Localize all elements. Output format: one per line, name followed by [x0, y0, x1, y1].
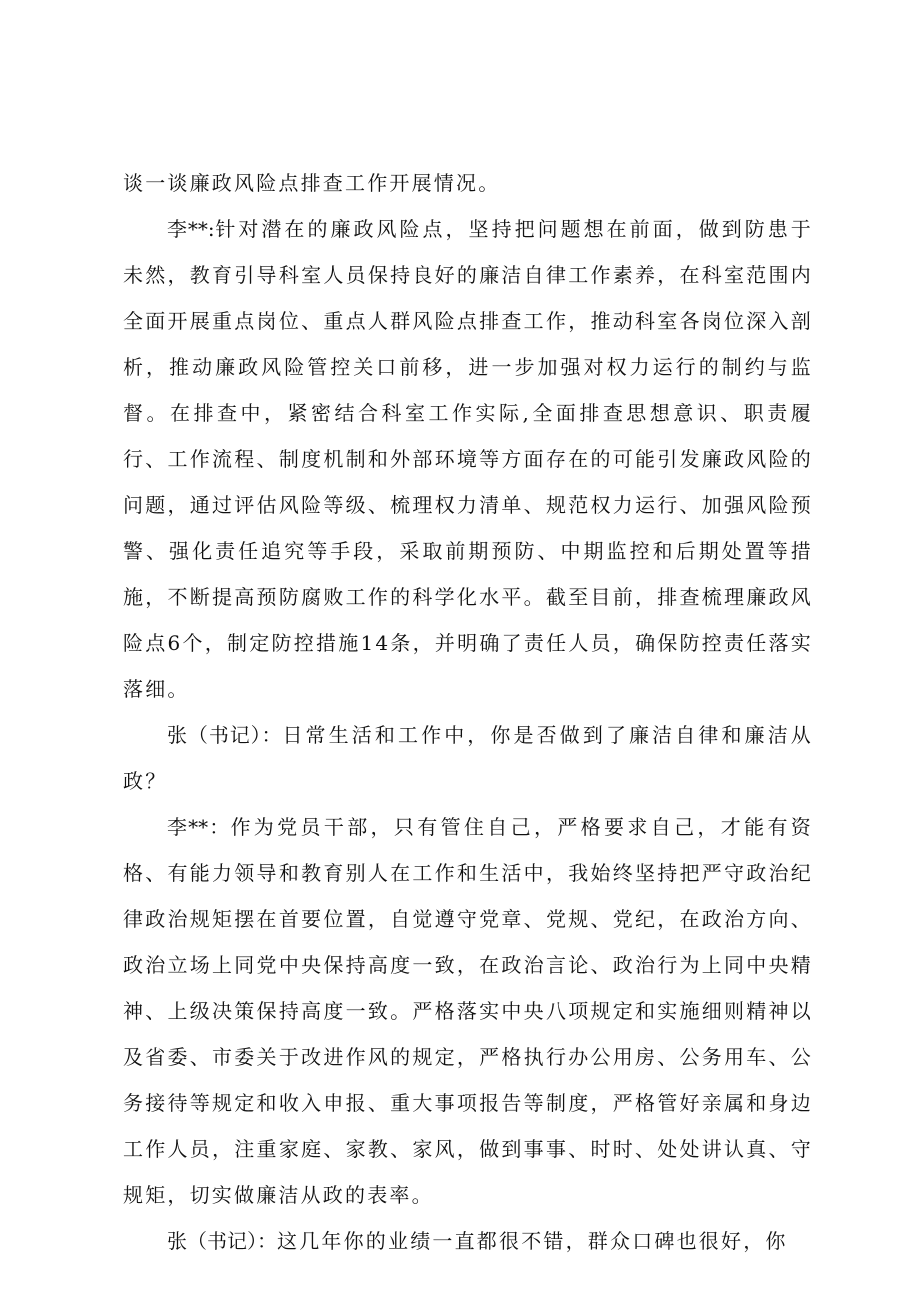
speaker-label: 李**:	[167, 217, 215, 241]
paragraph-zhang-question-1	[123, 712, 813, 804]
paragraph-li-answer-1	[123, 206, 813, 712]
document-body	[123, 160, 813, 1264]
speaker-label: 李**：	[167, 815, 231, 839]
paragraph-zhang-question-2	[123, 1218, 813, 1264]
paragraph-text: 针对潜在的廉政风险点，坚持把问题想在前面，做到防患于未然，教育引导科室人员保持良好的廉洁自律工作素养，在科室范围内全面开展重点岗位、重点人群风险点排查工作，推动科室各岗位深入剖析，推动廉政风险管控关口前移，进一步加强对权力运行的制约与监督。在排查中，紧密结合科室工作实际,全面排查思想意识、职责履行、工作流程、制度机制和外部环境等方面存在的可能引发廉政风险的问题，通过评估风险等级、梳理权力清单、规范权力运行、加强风险预警、强化责任追究等手段，采取前期预防、中期监控和后期处置等措施，不断提高预防腐败工作的科学化水平。截至目前，排查梳理廉政风险点6个，制定防控措施14条，并明确了责任人员，确保防控责任落实落细。	[123, 217, 813, 701]
paragraph-li-answer-2	[123, 804, 813, 1218]
speaker-label: 张（书记）：	[167, 723, 283, 747]
paragraph-text: 日常生活和工作中，你是否做到了廉洁自律和廉洁从政？	[123, 723, 814, 793]
paragraph-text: 这几年你的业绩一直都很不错，群众口碑也很好，你	[277, 1229, 788, 1253]
paragraph-text: 作为党员干部，只有管住自己，严格要求自己，才能有资格、有能力领导和教育别人在工作和生活中，我始终坚持把严守政治纪律政治规矩摆在首要位置，自觉遵守党章、党规、党纪，在政治方向、政治立场上同党中央保持高度一致，在政治言论、政治行为上同中央精神、上级决策保持高度一致。严格落实中央八项规定和实施细则精神以及省委、市委关于改进作风的规定，严格执行办公用房、公务用车、公务接待等规定和收入申报、重大事项报告等制度，严格管好亲属和身边工作人员，注重家庭、家教、家风，做到事事、时时、处处讲认真、守规矩，切实做廉洁从政的表率。	[123, 815, 814, 1207]
paragraph-text: 谈一谈廉政风险点排查工作开展情况。	[123, 171, 501, 195]
speaker-label: 张（书记）：	[167, 1229, 277, 1253]
paragraph-intro	[123, 160, 813, 206]
